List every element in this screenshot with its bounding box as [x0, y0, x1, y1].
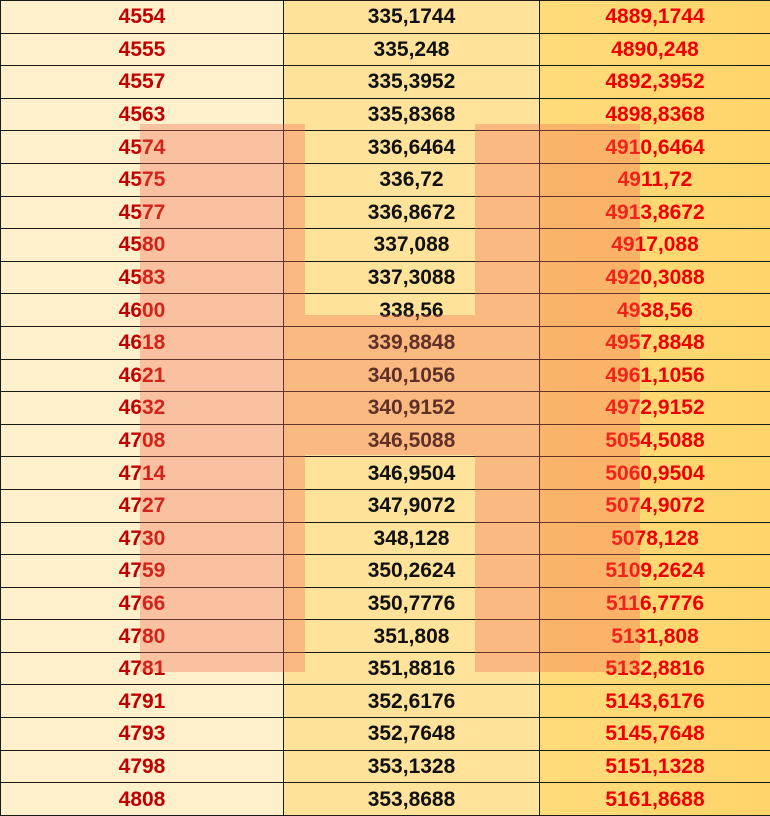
total-cell: 5078,128: [540, 522, 770, 555]
value-cell: 336,6464: [284, 131, 540, 164]
id-cell: 4766: [1, 587, 284, 620]
id-cell: 4580: [1, 229, 284, 262]
id-cell: 4708: [1, 424, 284, 457]
value-cell: 353,8688: [284, 783, 540, 816]
id-cell: 4791: [1, 685, 284, 718]
table-row: [1, 294, 770, 327]
table-row: [1, 33, 770, 66]
table-row: [1, 457, 770, 490]
value-cell: 352,6176: [284, 685, 540, 718]
total-cell: 4961,1056: [540, 359, 770, 392]
value-cell: 338,56: [284, 294, 540, 327]
total-cell: 4889,1744: [540, 1, 770, 34]
value-cell: 347,9072: [284, 489, 540, 522]
table-row: [1, 326, 770, 359]
id-cell: 4621: [1, 359, 284, 392]
value-cell: 335,3952: [284, 66, 540, 99]
total-cell: 4917,088: [540, 229, 770, 262]
value-cell: 352,7648: [284, 718, 540, 751]
table-row: [1, 424, 770, 457]
id-cell: 4798: [1, 750, 284, 783]
id-cell: 4808: [1, 783, 284, 816]
value-cell: 336,72: [284, 163, 540, 196]
id-cell: 4555: [1, 33, 284, 66]
total-cell: 4898,8368: [540, 98, 770, 131]
value-cell: 346,9504: [284, 457, 540, 490]
table-row: [1, 718, 770, 751]
id-cell: 4583: [1, 261, 284, 294]
table-row: [1, 1, 770, 34]
total-cell: 5109,2624: [540, 555, 770, 588]
total-cell: 5145,7648: [540, 718, 770, 751]
total-cell: 4920,3088: [540, 261, 770, 294]
table-row: [1, 522, 770, 555]
total-cell: 4913,8672: [540, 196, 770, 229]
total-cell: 5143,6176: [540, 685, 770, 718]
total-cell: 4957,8848: [540, 326, 770, 359]
table-row: [1, 685, 770, 718]
id-cell: 4574: [1, 131, 284, 164]
table-row: [1, 652, 770, 685]
total-cell: 4972,9152: [540, 392, 770, 425]
total-cell: 4938,56: [540, 294, 770, 327]
total-cell: 5151,1328: [540, 750, 770, 783]
id-cell: 4730: [1, 522, 284, 555]
total-cell: 5074,9072: [540, 489, 770, 522]
total-cell: 4892,3952: [540, 66, 770, 99]
total-cell: 5060,9504: [540, 457, 770, 490]
value-cell: 335,8368: [284, 98, 540, 131]
total-cell: 5131,808: [540, 620, 770, 653]
id-cell: 4577: [1, 196, 284, 229]
table-row: [1, 587, 770, 620]
id-cell: 4575: [1, 163, 284, 196]
id-cell: 4759: [1, 555, 284, 588]
table-row: [1, 750, 770, 783]
total-cell: 5054,5088: [540, 424, 770, 457]
id-cell: 4714: [1, 457, 284, 490]
total-cell: 4911,72: [540, 163, 770, 196]
table-row: [1, 196, 770, 229]
value-cell: 350,7776: [284, 587, 540, 620]
id-cell: 4557: [1, 66, 284, 99]
table-row: [1, 783, 770, 816]
value-cell: 336,8672: [284, 196, 540, 229]
id-cell: 4618: [1, 326, 284, 359]
table-row: [1, 229, 770, 262]
value-cell: 351,8816: [284, 652, 540, 685]
id-cell: 4793: [1, 718, 284, 751]
id-cell: 4780: [1, 620, 284, 653]
id-cell: 4600: [1, 294, 284, 327]
id-cell: 4563: [1, 98, 284, 131]
table-row: [1, 131, 770, 164]
id-cell: 4781: [1, 652, 284, 685]
table-row: [1, 66, 770, 99]
value-cell: 337,088: [284, 229, 540, 262]
value-cell: 340,1056: [284, 359, 540, 392]
id-cell: 4632: [1, 392, 284, 425]
value-cell: 351,808: [284, 620, 540, 653]
value-cell: 350,2624: [284, 555, 540, 588]
total-cell: 5132,8816: [540, 652, 770, 685]
table-row: [1, 98, 770, 131]
table-body: [1, 1, 770, 816]
total-cell: 4910,6464: [540, 131, 770, 164]
total-cell: 4890,248: [540, 33, 770, 66]
table-row: [1, 620, 770, 653]
table-row: [1, 359, 770, 392]
value-cell: 353,1328: [284, 750, 540, 783]
id-cell: 4554: [1, 1, 284, 34]
value-cell: 335,248: [284, 33, 540, 66]
table-row: [1, 261, 770, 294]
total-cell: 5116,7776: [540, 587, 770, 620]
table-row: [1, 555, 770, 588]
value-cell: 337,3088: [284, 261, 540, 294]
id-cell: 4727: [1, 489, 284, 522]
value-cell: 346,5088: [284, 424, 540, 457]
value-cell: 340,9152: [284, 392, 540, 425]
table-row: [1, 163, 770, 196]
value-cell: 339,8848: [284, 326, 540, 359]
table-row: [1, 392, 770, 425]
table-row: [1, 489, 770, 522]
value-cell: 348,128: [284, 522, 540, 555]
value-cell: 335,1744: [284, 1, 540, 34]
total-cell: 5161,8688: [540, 783, 770, 816]
